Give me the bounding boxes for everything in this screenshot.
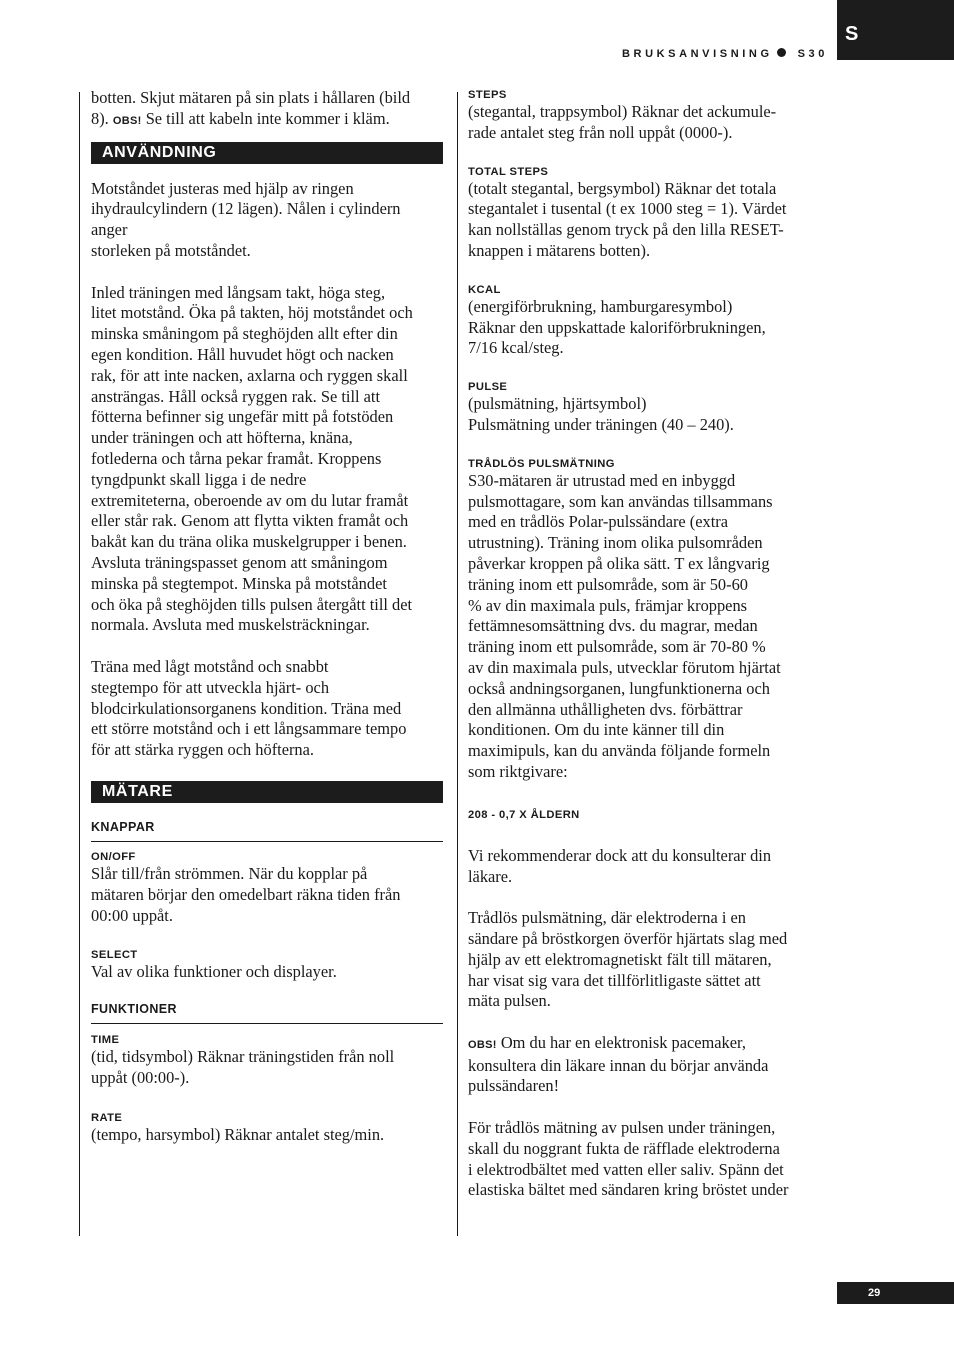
select-description: Val av olika funktioner och displayer. [91, 962, 337, 982]
center-rule [457, 92, 458, 1236]
total-steps-description: (totalt stegantal, bergsymbol) Räknar det totala stegantalet i tusental (t ex 1000 steg = 1). Värdet kan nollställas genom tryck på den lilla RESET- knappen i mätarens botten). [468, 178, 787, 260]
left-column [91, 88, 443, 1145]
label-rate: RATE [91, 1111, 123, 1124]
anvandning-paragraph-3: Träna med lågt motstånd och snabbt stegtempo för att utveckla hjärt- och blodcirkulationsorganens kondition. Träna med ett större motstånd och i ett långsammare tempo för att stärka ryggen och höfterna. [91, 656, 407, 760]
label-wireless-pulse: TRÅDLÖS PULSMÄTNING [468, 457, 615, 470]
bullet-dot-icon [777, 48, 786, 57]
pulse-description: (pulsmätning, hjärtsymbol) Pulsmätning under träningen (40 – 240). [468, 394, 734, 434]
formula: 208 - 0,7 X ÅLDERN [468, 808, 580, 821]
obs-label: OBS! [112, 114, 142, 127]
pacemaker-warning: OBS! Om du har en elektronisk pacemaker, konsultera din läkare innan du börjar använda pulssändaren! [468, 1032, 769, 1096]
obs-warning-label: OBS! [468, 1038, 497, 1051]
recommendation-text: Vi rekommenderar dock att du konsulterar din läkare. [468, 845, 772, 886]
intro-line-1: botten. Skjut mätaren på sin plats i hållaren (bild [91, 88, 411, 107]
model-name: S30 [797, 48, 828, 60]
wireless-pulse-description: S30-mätaren är utrustad med en inbyggd pulsmottagare, som kan användas tillsammans med en trådlös Polar-pulssändare (extra utrustning). Träning inom olika pulsområden påverkar kroppen på olika sätt. T ex långvarig träning inom ett pulsområde, som är 50-60 % av din maximala puls, främjar kroppens fettämnesomsättning dvs. du magrar, medan träning inom ett pulsområde, som är 70-80 % av din maximala puls, utvecklar förutom hjärtat också andningsorganen, lungfunktionerna och den allmänna uthålligheten dvs. förbättrar konditionen. Om du inte känner till din maximipuls, kan du använda följande formeln som riktgivare: [468, 470, 781, 781]
anvandning-paragraph-2: Inled träningen med långsam takt, höga steg, litet motstånd. Öka på takten, höj motståndet och minska småningom på steghöjden allt efter din egen kondition. Håll huvudet högt och nacken rak, för att inte nacken, axlarna och ryggen skall ansträngas. Håll också ryggen rak. Se till att fötterna befinner sig ungefär mitt på fotstöden under träningen och att höfterna, knäna, fotlederna och tårna pekar framåt. Kroppens tyngdpunkt skall ligga i de nedre extremiteterna, oberoende av om du lutar framåt eller står rak. Genom att flytta vikten framåt och bakåt kan du träna olika muskelgrupper i benen. Avsluta träningspasset genom att småningom minska på stegtempot. Minska på motståndet och öka på steghöjden tills pulsen återgått till det normala. Avsluta med muskelsträckningar. [91, 282, 413, 635]
onoff-description: Slår till/från strömmen. När du kopplar på mätaren börjar den omedelbart räkna tiden från 00:00 uppåt. [91, 863, 401, 925]
subheading-funktioner: FUNKTIONER [91, 1001, 443, 1024]
label-pulse: PULSE [468, 381, 508, 394]
kcal-description: (energiförbrukning, hamburgaresymbol) Räknar den uppskattade kaloriförbrukningen, 7/16 kcal/steg. [468, 296, 766, 358]
anvandning-paragraph-1: Motståndet justeras med hjälp av ringen ihydraulcylindern (12 lägen). Nålen i cylindern anger storleken på motståndet. [91, 178, 401, 260]
page-number: 29 [868, 1287, 881, 1299]
wireless-explanation-text: Trådlös pulsmätning, där elektroderna i en sändare på bröstkorgen överför hjärtats slag med hjälp av ett elektromagnetiskt fält till mätaren, har visat sig vara det tillförlitligaste sättet att mäta pulsen. [468, 908, 788, 1011]
page-number-box [837, 1282, 954, 1304]
time-description: (tid, tidsymbol) Räknar träningstiden från noll uppåt (00:00-). [91, 1047, 395, 1087]
section-heading-matare: MÄTARE [91, 781, 443, 803]
label-onoff: ON/OFF [91, 850, 136, 863]
label-kcal: KCAL [468, 283, 501, 296]
label-select: SELECT [91, 949, 138, 962]
right-column [468, 88, 818, 1201]
subheading-knappar: KNAPPAR [91, 819, 443, 842]
rate-description: (tempo, harsymbol) Räknar antalet steg/min. [91, 1124, 385, 1144]
running-title: BRUKSANVISNING [621, 48, 773, 60]
left-rule [79, 92, 80, 1236]
section-heading-anvandning: ANVÄNDNING [91, 142, 443, 164]
label-steps: STEPS [468, 89, 507, 101]
running-header [560, 47, 828, 61]
intro-line-2: 8). OBS! Se till att kabeln inte kommer i kläm. [91, 108, 390, 128]
language-tab [837, 0, 954, 60]
label-time: TIME [91, 1034, 120, 1047]
label-total-steps: TOTAL STEPS [468, 165, 549, 178]
steps-description: (stegantal, trappsymbol) Räknar det ackumule- rade antalet steg från noll uppåt (0000-). [468, 102, 777, 142]
language-tab-letter: S [845, 23, 859, 45]
electrode-instructions: För trådlös mätning av pulsen under träningen, skall du noggrant fukta de räfflade elektroderna i elektrodbältet med vatten eller saliv. Spänn det elastiska bältet med sändaren kring bröstet under [468, 1118, 789, 1200]
